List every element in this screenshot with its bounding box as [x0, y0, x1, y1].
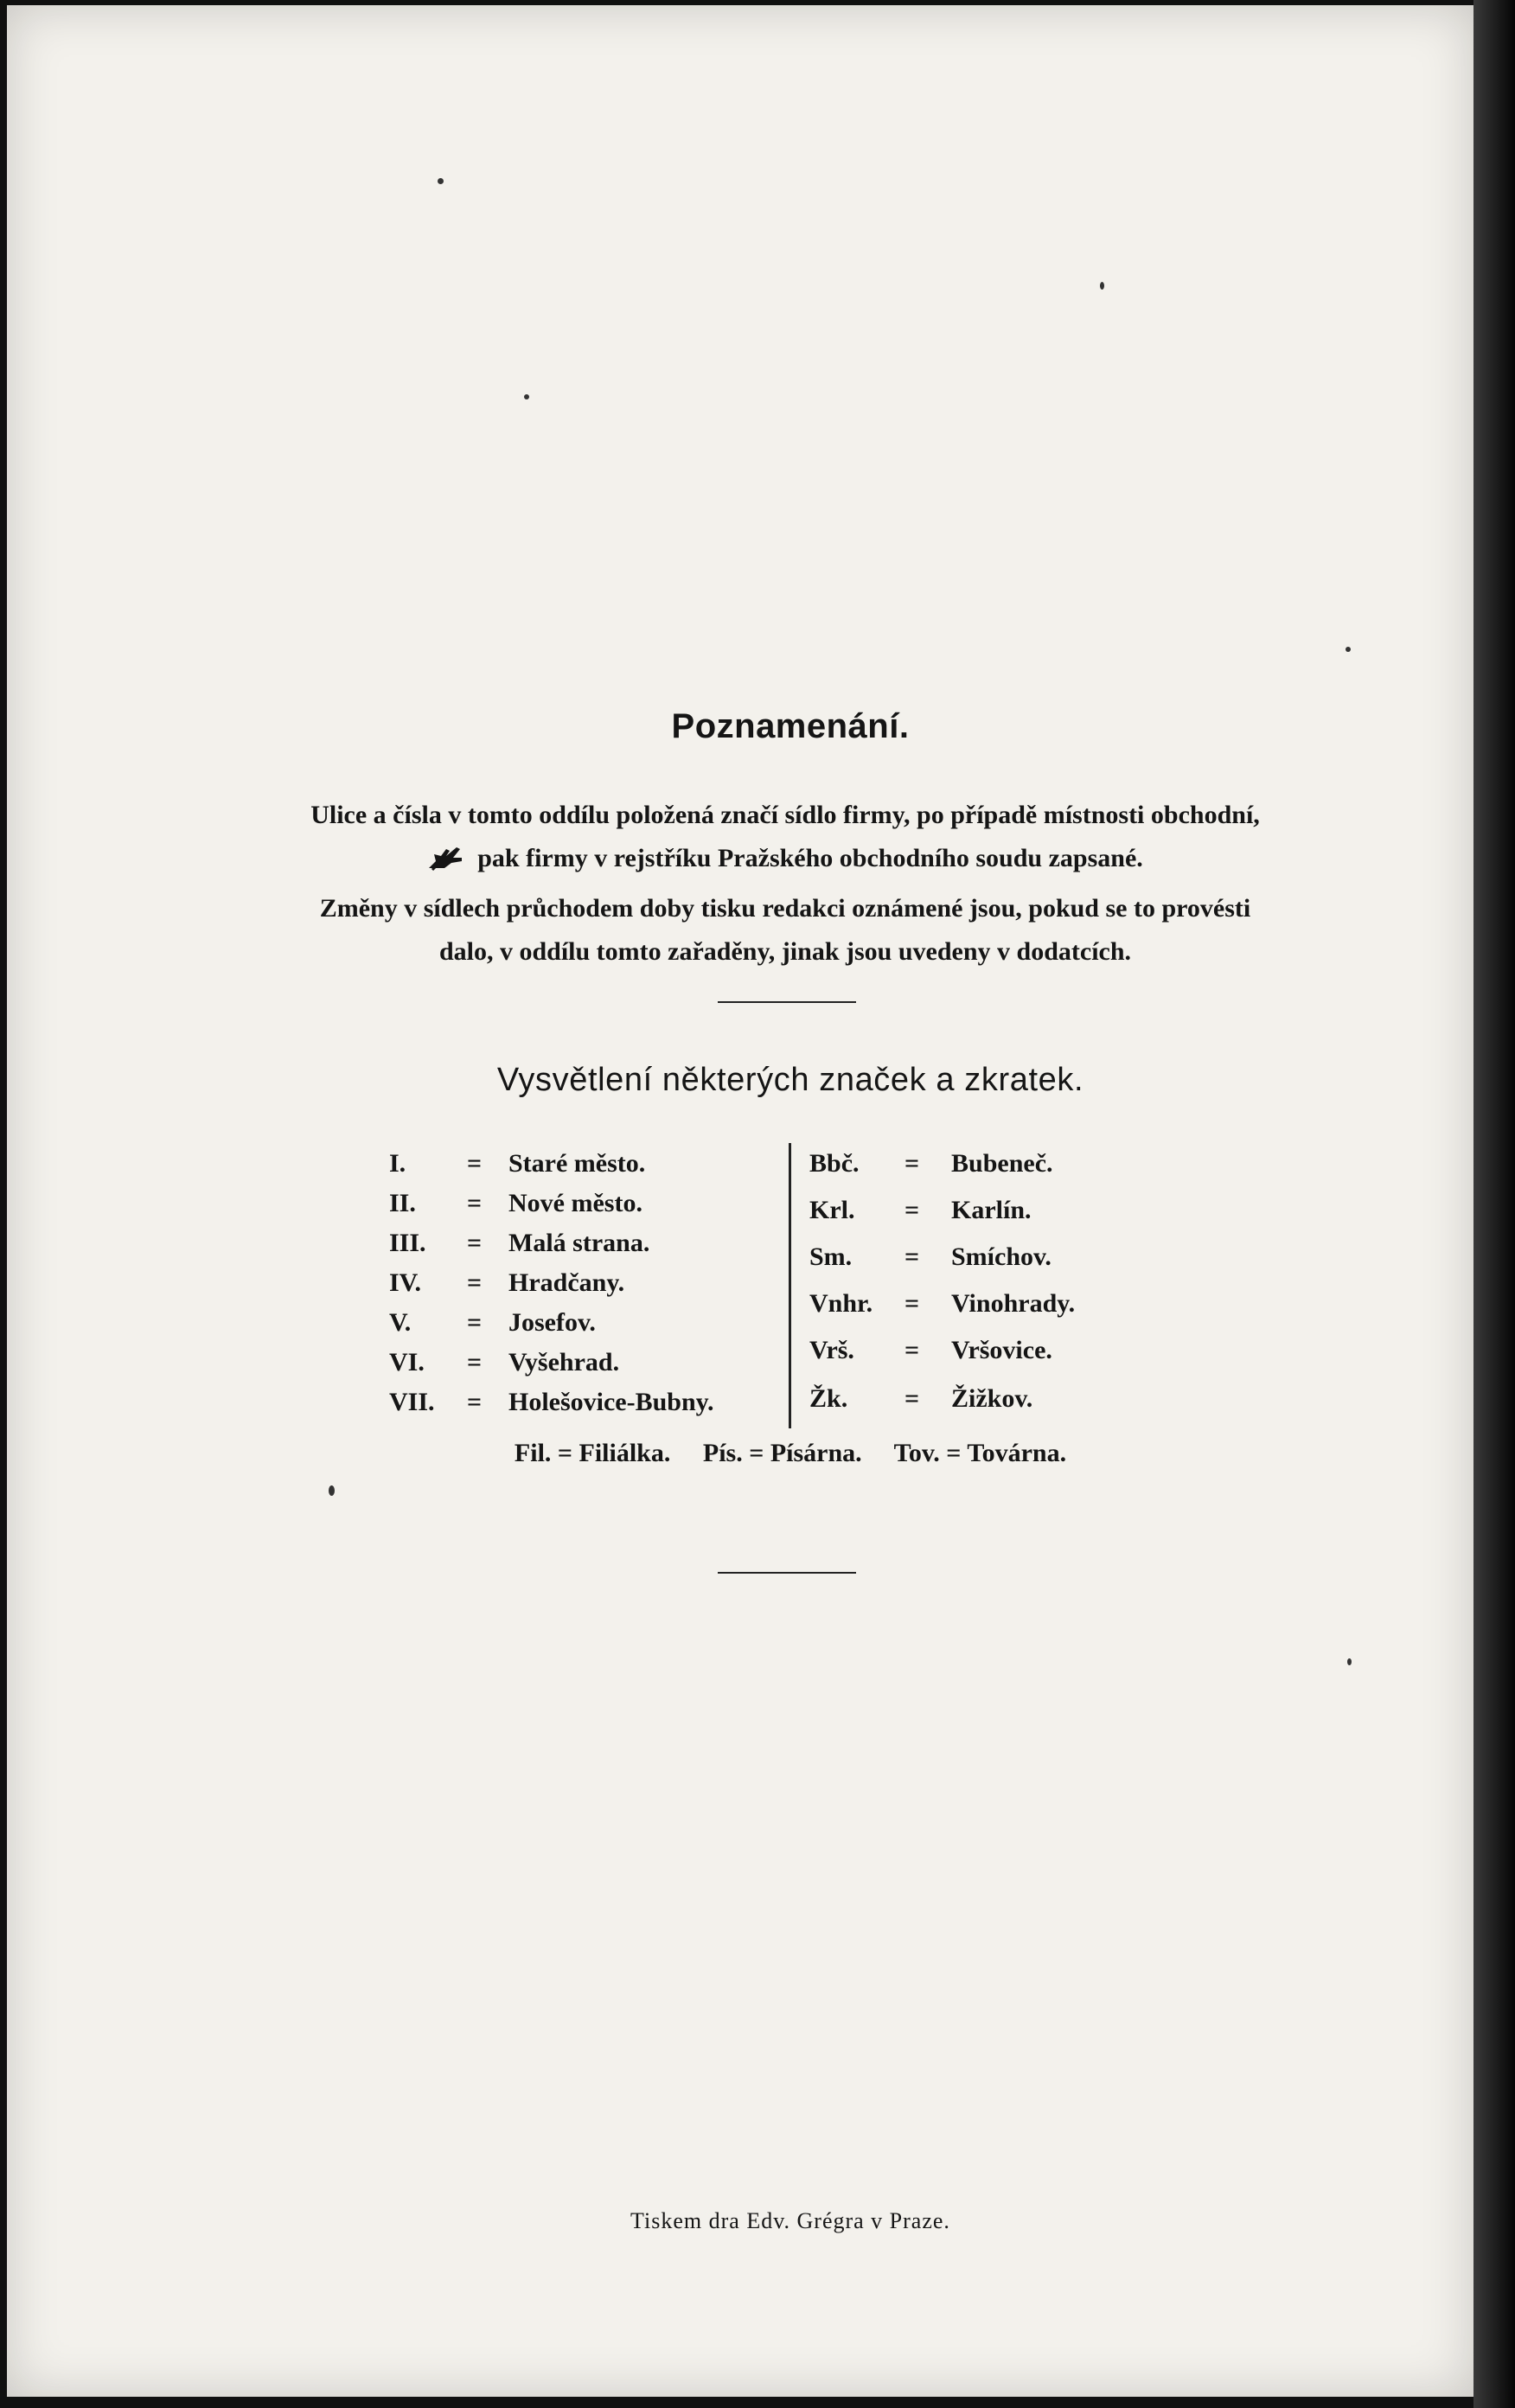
district-abbr: VII. [389, 1388, 435, 1416]
note-para2-line-2: dalo, v oddílu tomto zařaděny, jinak jsou uvedeny v dodatcích. [438, 937, 1132, 966]
scan-speck [1347, 1658, 1352, 1665]
district-name: Staré město. [508, 1149, 646, 1178]
equals-sign: = [467, 1149, 483, 1178]
district-abbr: Vrš. [809, 1336, 854, 1364]
other-abbreviations [7, 1439, 1515, 1468]
abbr-item-name: Písárna. [770, 1439, 862, 1467]
district-abbr: II. [389, 1189, 416, 1217]
district-row [809, 1143, 1053, 1185]
district-name: Karlín. [951, 1196, 1032, 1224]
district-abbr: III. [389, 1229, 426, 1257]
district-abbr: Krl. [809, 1196, 855, 1224]
district-row [809, 1283, 1076, 1325]
equals-sign: = [905, 1289, 920, 1318]
district-row [809, 1330, 1052, 1371]
district-name: Vinohrady. [951, 1289, 1076, 1318]
district-row [809, 1236, 1052, 1278]
district-abbr: IV. [389, 1268, 421, 1297]
equals-sign: = [905, 1149, 920, 1178]
scan-speck [524, 394, 529, 399]
scan-speck [1346, 647, 1351, 652]
equals-sign: = [467, 1268, 483, 1297]
page [7, 5, 1473, 2397]
district-row [389, 1342, 620, 1383]
printer-imprint: Tiskem dra Edv. Grégra v Praze. [630, 2208, 950, 2233]
abbr-item-abbr: Fil. [514, 1439, 552, 1467]
equals-sign: = [467, 1308, 483, 1337]
note-para2-line-1: Změny v sídlech průchodem doby tisku redakci oznámené jsou, pokud se to provésti [319, 894, 1251, 923]
district-row [389, 1382, 714, 1423]
district-name: Žižkov. [951, 1384, 1033, 1413]
abbr-item-abbr: Tov. [893, 1439, 940, 1467]
equals-sign: = [467, 1348, 483, 1376]
equals-sign: = [905, 1384, 920, 1413]
scan-speck [438, 178, 444, 184]
district-name: Josefov. [508, 1308, 596, 1337]
equals-sign: = [946, 1439, 962, 1467]
district-row [809, 1378, 1033, 1420]
page-heading: Poznamenání. [671, 707, 910, 745]
abbr-item-name: Továrna. [967, 1439, 1067, 1467]
district-abbr: Sm. [809, 1242, 853, 1271]
legend-title: Vysvětlení některých značek a zkratek. [496, 1062, 1084, 1098]
district-name: Malá strana. [508, 1229, 650, 1257]
district-row [389, 1302, 596, 1344]
equals-sign: = [749, 1439, 764, 1467]
column-divider [789, 1143, 791, 1428]
district-row [389, 1183, 642, 1224]
divider-rule [718, 1572, 856, 1574]
district-abbr: Bbč. [809, 1149, 860, 1178]
abbr-item-abbr: Pís. [702, 1439, 743, 1467]
note-paragraph-2 [197, 887, 1373, 974]
district-abbr: V. [389, 1308, 412, 1337]
equals-sign: = [557, 1439, 573, 1467]
district-row [809, 1190, 1032, 1231]
district-abbr: I. [389, 1149, 406, 1178]
note-paragraph-1 [197, 794, 1373, 880]
equals-sign: = [467, 1388, 483, 1416]
scan-speck [1100, 282, 1104, 290]
abbr-item-name: Filiálka. [579, 1439, 671, 1467]
district-name: Smíchov. [951, 1242, 1052, 1271]
scan-speck [329, 1485, 335, 1496]
pointing-hand-icon [427, 842, 465, 872]
district-abbr: Vnhr. [809, 1289, 873, 1318]
note-line-1: Ulice a čísla v tomto oddílu položená značí sídlo firmy, po případě místnosti obchodní, [310, 801, 1260, 829]
equals-sign: = [905, 1196, 920, 1224]
district-row [389, 1143, 646, 1185]
scan-edge [1473, 0, 1515, 2408]
equals-sign: = [467, 1229, 483, 1257]
district-name: Nové město. [508, 1189, 642, 1217]
district-name: Vyšehrad. [508, 1348, 620, 1376]
equals-sign: = [467, 1189, 483, 1217]
district-abbr: VI. [389, 1348, 425, 1376]
district-name: Vršovice. [951, 1336, 1052, 1364]
district-row [389, 1262, 625, 1304]
district-name: Holešovice-Bubny. [508, 1388, 714, 1416]
district-name: Bubeneč. [951, 1149, 1053, 1178]
district-row [389, 1223, 650, 1264]
divider-rule [718, 1001, 856, 1003]
note-line-2: pak firmy v rejstříku Pražského obchodního soudu zapsané. [477, 844, 1143, 872]
equals-sign: = [905, 1336, 920, 1364]
equals-sign: = [905, 1242, 920, 1271]
district-name: Hradčany. [508, 1268, 625, 1297]
district-abbr: Žk. [809, 1384, 848, 1413]
